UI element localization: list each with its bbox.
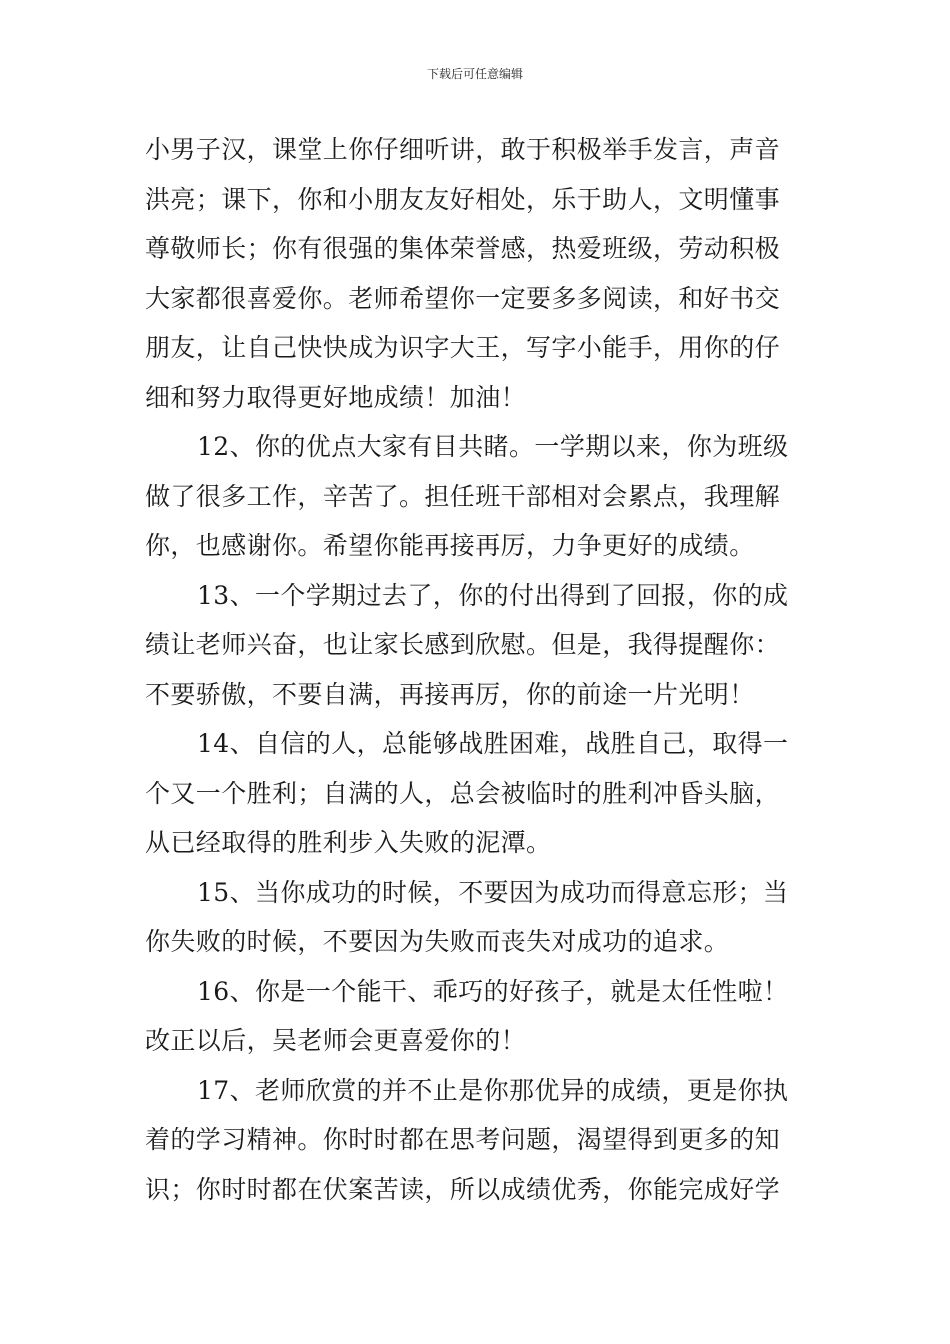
text-line: 识；你时时都在伏案苦读，所以成绩优秀，你能完成好学 bbox=[145, 1174, 781, 1204]
paragraph-12 bbox=[145, 422, 810, 571]
text-line: 13、一个学期过去了，你的付出得到了回报，你的成 bbox=[197, 580, 789, 610]
paragraph-17 bbox=[145, 1066, 810, 1215]
paragraph-13 bbox=[145, 571, 810, 720]
paragraph-15 bbox=[145, 868, 810, 967]
text-line: 你失败的时候，不要因为失败而丧失对成功的追求。 bbox=[145, 927, 730, 956]
text-line: 不要骄傲，不要自满，再接再厉，你的前途一片光明！ bbox=[145, 679, 755, 709]
text-line: 改正以后，吴老师会更喜爱你的！ bbox=[145, 1026, 527, 1055]
paragraph-16 bbox=[145, 967, 810, 1066]
text-line: 15、当你成功的时候，不要因为成功而得意忘形；当 bbox=[197, 877, 789, 907]
text-line: 做了很多工作，辛苦了。担任班干部相对会累点，我理解 bbox=[145, 481, 781, 511]
text-line: 12、你的优点大家有目共睹。一学期以来，你为班级 bbox=[197, 432, 789, 461]
document-body bbox=[145, 125, 810, 1214]
text-line: 大家都很喜爱你。老师希望你一定要多多阅读，和好书交 bbox=[145, 283, 781, 313]
text-line: 绩让老师兴奋，也让家长感到欣慰。但是，我得提醒你： bbox=[145, 630, 781, 659]
text-line: 着的学习精神。你时时都在思考问题，渴望得到更多的知 bbox=[145, 1125, 781, 1154]
paragraph-intro bbox=[145, 125, 810, 422]
text-line: 14、自信的人，总能够战胜困难，战胜自己，取得一 bbox=[197, 729, 789, 758]
text-line: 细和努力取得更好地成绩！加油！ bbox=[145, 382, 527, 412]
text-line: 你，也感谢你。希望你能再接再厉，力争更好的成绩。 bbox=[145, 531, 755, 560]
text-line: 尊敬师长；你有很强的集体荣誉感，热爱班级，劳动积极 bbox=[145, 234, 781, 263]
text-line: 个又一个胜利；自满的人，总会被临时的胜利冲昏头脑， bbox=[145, 778, 781, 808]
page-header: 下载后可任意编辑 bbox=[426, 67, 523, 81]
text-line: 17、老师欣赏的并不止是你那优异的成绩，更是你执 bbox=[197, 1075, 789, 1105]
text-line: 小男子汉，课堂上你仔细听讲，敢于积极举手发言，声音 bbox=[145, 135, 781, 164]
text-line: 从已经取得的胜利步入失败的泥潭。 bbox=[145, 828, 552, 857]
text-line: 洪亮；课下，你和小朋友友好相处，乐于助人，文明懂事 bbox=[145, 184, 781, 214]
text-line: 朋友，让自己快快成为识字大王，写字小能手，用你的仔 bbox=[145, 333, 781, 362]
paragraph-14 bbox=[145, 719, 810, 868]
text-line: 16、你是一个能干、乖巧的好孩子，就是太任性啦！ bbox=[197, 976, 789, 1006]
